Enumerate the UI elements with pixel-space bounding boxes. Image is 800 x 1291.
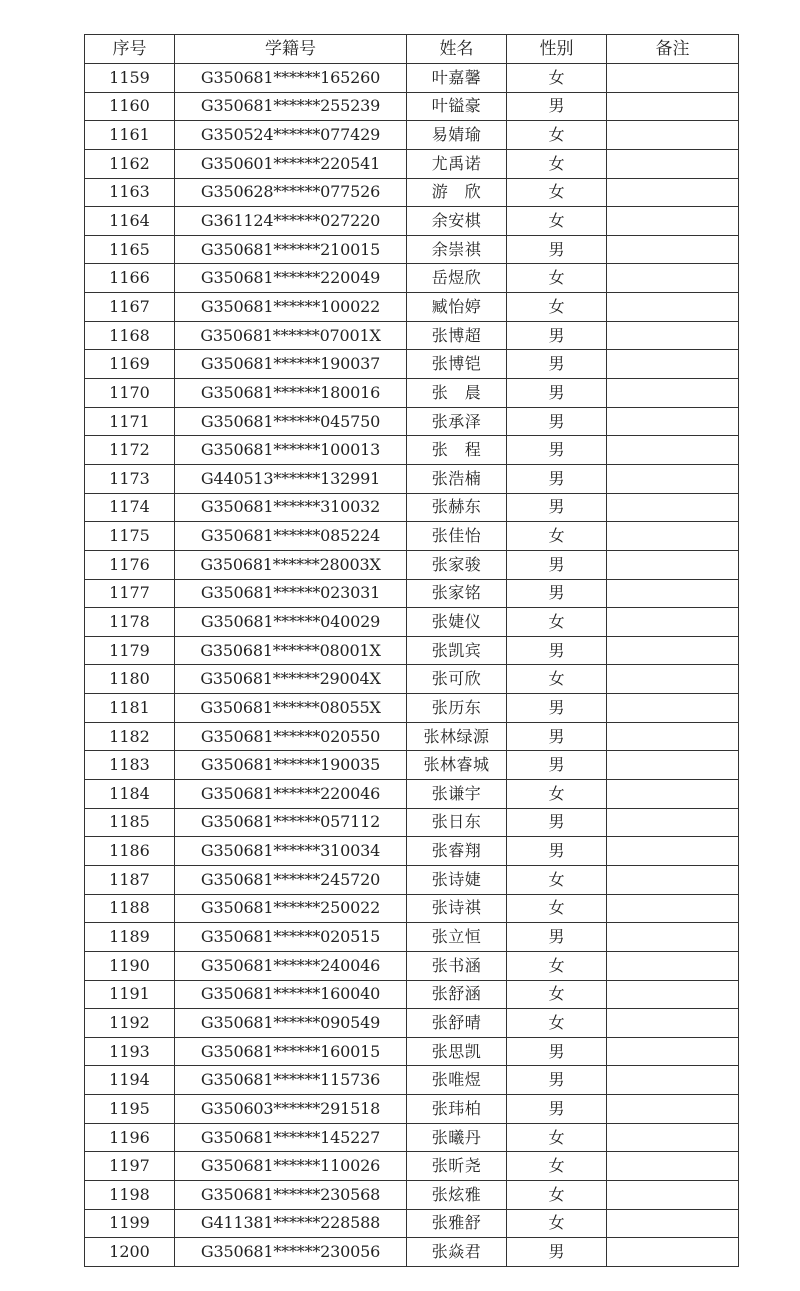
serial-number-cell: 1195 [85,1095,175,1124]
name-cell: 张佳怡 [407,522,507,551]
table-row [85,350,739,379]
name-cell: 张历东 [407,694,507,723]
table-row [85,464,739,493]
remarks-cell [607,379,739,408]
serial-number-cell: 1187 [85,865,175,894]
table-row [85,321,739,350]
serial-number-cell: 1182 [85,722,175,751]
table-row [85,808,739,837]
student-roster-table [84,34,739,1267]
remarks-cell [607,894,739,923]
student-id-cell: G350681******08055X [175,694,407,723]
name-cell: 张浩楠 [407,464,507,493]
gender-cell: 男 [507,636,607,665]
student-id-cell: G350681******190037 [175,350,407,379]
table-row [85,121,739,150]
serial-number-cell: 1175 [85,522,175,551]
remarks-cell [607,1009,739,1038]
serial-number-cell: 1167 [85,293,175,322]
serial-number-cell: 1189 [85,923,175,952]
table-row [85,1152,739,1181]
table-row [85,64,739,93]
gender-cell: 男 [507,493,607,522]
name-cell: 张凯宾 [407,636,507,665]
serial-number-cell: 1178 [85,608,175,637]
serial-number-cell: 1194 [85,1066,175,1095]
table-row [85,493,739,522]
remarks-cell [607,808,739,837]
student-id-cell: G350681******07001X [175,321,407,350]
student-id-cell: G350681******100022 [175,293,407,322]
table-row [85,550,739,579]
remarks-cell [607,608,739,637]
gender-cell: 女 [507,178,607,207]
remarks-cell [607,1180,739,1209]
table-row [85,379,739,408]
table-row [85,923,739,952]
table-row [85,837,739,866]
student-id-cell: G350681******020550 [175,722,407,751]
remarks-cell [607,1209,739,1238]
gender-cell: 女 [507,293,607,322]
name-cell: 张日东 [407,808,507,837]
name-cell: 叶镒豪 [407,92,507,121]
remarks-cell [607,865,739,894]
serial-number-cell: 1174 [85,493,175,522]
gender-cell: 男 [507,837,607,866]
serial-number-cell: 1168 [85,321,175,350]
serial-number-cell: 1200 [85,1238,175,1267]
remarks-cell [607,407,739,436]
gender-cell: 男 [507,1238,607,1267]
table-row [85,980,739,1009]
serial-number-cell: 1160 [85,92,175,121]
student-id-cell: G361124******027220 [175,207,407,236]
student-id-cell: G350681******220049 [175,264,407,293]
table-row [85,1238,739,1267]
table-row [85,1209,739,1238]
name-cell: 尤禹诺 [407,149,507,178]
table-row [85,92,739,121]
remarks-cell [607,321,739,350]
gender-cell: 男 [507,550,607,579]
remarks-cell [607,64,739,93]
serial-number-cell: 1176 [85,550,175,579]
gender-cell: 女 [507,865,607,894]
student-id-cell: G350681******250022 [175,894,407,923]
remarks-cell [607,464,739,493]
remarks-cell [607,178,739,207]
table-row [85,1009,739,1038]
remarks-cell [607,837,739,866]
table-row [85,1180,739,1209]
student-id-cell: G350681******165260 [175,64,407,93]
table-row [85,722,739,751]
remarks-cell [607,694,739,723]
gender-cell: 女 [507,522,607,551]
serial-number-cell: 1183 [85,751,175,780]
name-cell: 张舒晴 [407,1009,507,1038]
student-id-cell: G350681******310032 [175,493,407,522]
table-row [85,694,739,723]
remarks-cell [607,550,739,579]
table-body [85,64,739,1267]
name-cell: 张昕尧 [407,1152,507,1181]
name-cell: 张赫东 [407,493,507,522]
table-row [85,951,739,980]
serial-number-cell: 1188 [85,894,175,923]
gender-cell: 男 [507,751,607,780]
student-id-cell: G350681******210015 [175,235,407,264]
student-id-cell: G350681******28003X [175,550,407,579]
name-cell: 岳煜欣 [407,264,507,293]
table-row [85,579,739,608]
serial-number-cell: 1173 [85,464,175,493]
remarks-cell [607,436,739,465]
gender-cell: 男 [507,923,607,952]
gender-cell: 女 [507,121,607,150]
remarks-cell [607,980,739,1009]
name-cell: 臧怡婷 [407,293,507,322]
serial-number-cell: 1159 [85,64,175,93]
remarks-cell [607,1152,739,1181]
table-header-row [85,35,739,64]
table-row [85,894,739,923]
name-cell: 张林绿源 [407,722,507,751]
serial-number-cell: 1192 [85,1009,175,1038]
student-id-cell: G350681******045750 [175,407,407,436]
serial-number-cell: 1169 [85,350,175,379]
serial-number-cell: 1185 [85,808,175,837]
remarks-cell [607,579,739,608]
serial-number-cell: 1179 [85,636,175,665]
gender-cell: 男 [507,379,607,408]
serial-number-cell: 1197 [85,1152,175,1181]
table-row [85,1066,739,1095]
roster-sheet [84,34,738,1267]
serial-number-cell: 1198 [85,1180,175,1209]
remarks-cell [607,264,739,293]
gender-cell: 男 [507,1037,607,1066]
name-cell: 张玮柏 [407,1095,507,1124]
name-cell: 张可欣 [407,665,507,694]
serial-number-cell: 1191 [85,980,175,1009]
student-id-cell: G350681******110026 [175,1152,407,1181]
serial-number-cell: 1161 [85,121,175,150]
remarks-cell [607,722,739,751]
remarks-cell [607,522,739,551]
table-row [85,780,739,809]
name-cell: 张博铠 [407,350,507,379]
name-cell: 张 晨 [407,379,507,408]
gender-cell: 男 [507,321,607,350]
name-cell: 张林睿城 [407,751,507,780]
header-gender: 性别 [507,35,607,64]
table-row [85,1037,739,1066]
name-cell: 张婕仪 [407,608,507,637]
gender-cell: 女 [507,1180,607,1209]
student-id-cell: G350681******160015 [175,1037,407,1066]
name-cell: 张曦丹 [407,1123,507,1152]
table-row [85,665,739,694]
remarks-cell [607,207,739,236]
table-row [85,235,739,264]
serial-number-cell: 1166 [85,264,175,293]
gender-cell: 女 [507,149,607,178]
student-id-cell: G350628******077526 [175,178,407,207]
student-id-cell: G350681******040029 [175,608,407,637]
serial-number-cell: 1184 [85,780,175,809]
gender-cell: 女 [507,780,607,809]
gender-cell: 女 [507,608,607,637]
remarks-cell [607,1037,739,1066]
student-id-cell: G350681******245720 [175,865,407,894]
name-cell: 张书涵 [407,951,507,980]
gender-cell: 女 [507,665,607,694]
serial-number-cell: 1172 [85,436,175,465]
table-row [85,865,739,894]
name-cell: 叶嘉馨 [407,64,507,93]
name-cell: 张 程 [407,436,507,465]
remarks-cell [607,780,739,809]
table-row [85,608,739,637]
gender-cell: 男 [507,436,607,465]
gender-cell: 女 [507,264,607,293]
student-id-cell: G350681******090549 [175,1009,407,1038]
name-cell: 余安棋 [407,207,507,236]
serial-number-cell: 1165 [85,235,175,264]
table-row [85,636,739,665]
serial-number-cell: 1171 [85,407,175,436]
remarks-cell [607,665,739,694]
table-row [85,149,739,178]
table-row [85,407,739,436]
student-id-cell: G350681******160040 [175,980,407,1009]
gender-cell: 男 [507,722,607,751]
gender-cell: 男 [507,694,607,723]
remarks-cell [607,350,739,379]
name-cell: 张睿翔 [407,837,507,866]
remarks-cell [607,1066,739,1095]
remarks-cell [607,293,739,322]
student-id-cell: G440513******132991 [175,464,407,493]
gender-cell: 男 [507,464,607,493]
remarks-cell [607,1238,739,1267]
table-row [85,1123,739,1152]
student-id-cell: G350681******08001X [175,636,407,665]
table-row [85,522,739,551]
student-id-cell: G350681******145227 [175,1123,407,1152]
student-id-cell: G350681******085224 [175,522,407,551]
table-row [85,1095,739,1124]
name-cell: 张思凯 [407,1037,507,1066]
gender-cell: 女 [507,1209,607,1238]
gender-cell: 女 [507,64,607,93]
header-remarks: 备注 [607,35,739,64]
name-cell: 张诗婕 [407,865,507,894]
name-cell: 张焱君 [407,1238,507,1267]
remarks-cell [607,121,739,150]
gender-cell: 女 [507,951,607,980]
student-id-cell: G350681******310034 [175,837,407,866]
remarks-cell [607,1095,739,1124]
student-id-cell: G350681******230568 [175,1180,407,1209]
name-cell: 张炫雅 [407,1180,507,1209]
gender-cell: 男 [507,92,607,121]
table-row [85,178,739,207]
student-id-cell: G350601******220541 [175,149,407,178]
name-cell: 余崇祺 [407,235,507,264]
name-cell: 张立恒 [407,923,507,952]
remarks-cell [607,235,739,264]
remarks-cell [607,1123,739,1152]
name-cell: 张家骏 [407,550,507,579]
gender-cell: 男 [507,407,607,436]
serial-number-cell: 1164 [85,207,175,236]
name-cell: 张谦宇 [407,780,507,809]
student-id-cell: G350524******077429 [175,121,407,150]
student-id-cell: G411381******228588 [175,1209,407,1238]
name-cell: 张舒涵 [407,980,507,1009]
student-id-cell: G350681******057112 [175,808,407,837]
header-student-id: 学籍号 [175,35,407,64]
header-name: 姓名 [407,35,507,64]
remarks-cell [607,751,739,780]
student-id-cell: G350681******180016 [175,379,407,408]
serial-number-cell: 1199 [85,1209,175,1238]
student-id-cell: G350603******291518 [175,1095,407,1124]
gender-cell: 男 [507,808,607,837]
serial-number-cell: 1162 [85,149,175,178]
gender-cell: 男 [507,1066,607,1095]
gender-cell: 女 [507,1123,607,1152]
table-row [85,751,739,780]
serial-number-cell: 1177 [85,579,175,608]
table-row [85,207,739,236]
student-id-cell: G350681******020515 [175,923,407,952]
gender-cell: 女 [507,1152,607,1181]
table-row [85,436,739,465]
remarks-cell [607,951,739,980]
serial-number-cell: 1193 [85,1037,175,1066]
table-row [85,293,739,322]
gender-cell: 女 [507,894,607,923]
gender-cell: 男 [507,235,607,264]
student-id-cell: G350681******100013 [175,436,407,465]
name-cell: 易婧瑜 [407,121,507,150]
gender-cell: 女 [507,1009,607,1038]
gender-cell: 男 [507,1095,607,1124]
student-id-cell: G350681******190035 [175,751,407,780]
serial-number-cell: 1196 [85,1123,175,1152]
remarks-cell [607,149,739,178]
remarks-cell [607,92,739,121]
student-id-cell: G350681******240046 [175,951,407,980]
gender-cell: 女 [507,980,607,1009]
gender-cell: 女 [507,207,607,236]
student-id-cell: G350681******255239 [175,92,407,121]
gender-cell: 男 [507,579,607,608]
name-cell: 张唯煜 [407,1066,507,1095]
serial-number-cell: 1186 [85,837,175,866]
serial-number-cell: 1170 [85,379,175,408]
serial-number-cell: 1180 [85,665,175,694]
name-cell: 张家铭 [407,579,507,608]
remarks-cell [607,636,739,665]
student-id-cell: G350681******29004X [175,665,407,694]
name-cell: 张博超 [407,321,507,350]
table-row [85,264,739,293]
name-cell: 游 欣 [407,178,507,207]
student-id-cell: G350681******023031 [175,579,407,608]
serial-number-cell: 1163 [85,178,175,207]
student-id-cell: G350681******230056 [175,1238,407,1267]
student-id-cell: G350681******220046 [175,780,407,809]
serial-number-cell: 1190 [85,951,175,980]
student-id-cell: G350681******115736 [175,1066,407,1095]
name-cell: 张承泽 [407,407,507,436]
name-cell: 张雅舒 [407,1209,507,1238]
name-cell: 张诗祺 [407,894,507,923]
serial-number-cell: 1181 [85,694,175,723]
remarks-cell [607,923,739,952]
gender-cell: 男 [507,350,607,379]
remarks-cell [607,493,739,522]
header-serial-number: 序号 [85,35,175,64]
